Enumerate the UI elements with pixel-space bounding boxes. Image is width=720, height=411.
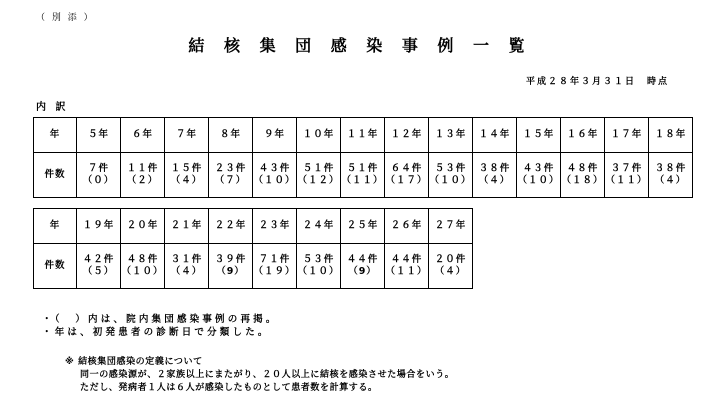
- count-value: ４８件: [566, 163, 599, 174]
- count-cell: [429, 244, 473, 289]
- year-cell: ２１年: [165, 209, 209, 244]
- count-cell: [209, 153, 253, 198]
- count-value: ４８件: [126, 254, 159, 265]
- hospital-count-value: （１１）: [341, 175, 384, 186]
- hospital-count-value: （１２）: [297, 175, 340, 186]
- count-cell: [77, 244, 121, 289]
- count-cell: [209, 244, 253, 289]
- year-cell: ９年: [253, 118, 297, 153]
- count-value: ３７件: [610, 163, 643, 174]
- count-value: ５１件: [346, 163, 379, 174]
- count-value: ４４件: [346, 254, 379, 265]
- count-cell: [517, 153, 561, 198]
- count-value: ４３件: [522, 163, 555, 174]
- year-cell: １６年: [561, 118, 605, 153]
- count-cell: [385, 244, 429, 289]
- year-cell: ２４年: [297, 209, 341, 244]
- count-value: ６４件: [390, 163, 423, 174]
- year-cell: ２６年: [385, 209, 429, 244]
- count-cell: [473, 153, 517, 198]
- count-value: ５１件: [302, 163, 335, 174]
- attachment-label: （ 別 添 ）: [36, 13, 95, 23]
- year-cell: １７年: [605, 118, 649, 153]
- count-value: ２０件: [434, 254, 467, 265]
- count-value: ７１件: [258, 254, 291, 265]
- count-cell: [297, 153, 341, 198]
- hospital-count-value: （１０）: [429, 175, 472, 186]
- year-cell: ７年: [165, 118, 209, 153]
- count-value: ３１件: [170, 254, 203, 265]
- count-cell: [165, 153, 209, 198]
- cases-table-1: [33, 117, 693, 198]
- hospital-count-value: （２）: [126, 175, 159, 186]
- hospital-count-value: （１１）: [385, 266, 428, 277]
- count-value: ４２件: [82, 254, 115, 265]
- count-cell: [121, 153, 165, 198]
- year-cell: ２２年: [209, 209, 253, 244]
- count-cell: [561, 153, 605, 198]
- count-cell: [649, 153, 693, 198]
- year-cell: ２７年: [429, 209, 473, 244]
- hospital-count-value: （７）: [214, 175, 247, 186]
- hospital-count-value: （４）: [654, 175, 687, 186]
- definition-heading: ※ 結核集団感染の定義について: [65, 357, 203, 367]
- year-header: 年: [34, 209, 77, 244]
- count-value: ５３件: [302, 254, 335, 265]
- hospital-count-value: （１０）: [121, 266, 164, 277]
- count-cell: [121, 244, 165, 289]
- hospital-count-value: （５）: [82, 266, 115, 277]
- year-cell: １３年: [429, 118, 473, 153]
- year-cell: １５年: [517, 118, 561, 153]
- year-cell: １１年: [341, 118, 385, 153]
- hospital-count-value: （１１）: [605, 175, 648, 186]
- count-cell: [429, 153, 473, 198]
- note-hospital-recount: ・（ ）内は、院内集団感染事例の再掲。: [42, 314, 279, 325]
- hospital-count-value: （４）: [170, 266, 203, 277]
- page-title: 結 核 集 団 感 染 事 例 一 覧: [188, 36, 532, 55]
- count-value: ３８件: [478, 163, 511, 174]
- year-cell: １４年: [473, 118, 517, 153]
- hospital-count-value: （１０）: [253, 175, 296, 186]
- year-cell: １８年: [649, 118, 693, 153]
- year-cell: ２３年: [253, 209, 297, 244]
- definition-line-1: 同一の感染源が、２家族以上にまたがり、２０人以上に結核を感染させた場合をいう。: [80, 370, 455, 380]
- count-row: [34, 153, 693, 198]
- count-value: ３９件: [214, 254, 247, 265]
- count-cell: [341, 244, 385, 289]
- count-row: [34, 244, 473, 289]
- count-value: ２３件: [214, 163, 247, 174]
- year-cell: １２年: [385, 118, 429, 153]
- hospital-count-value: （１７）: [385, 175, 428, 186]
- note-year-classification: ・年は、初発患者の診断日で分類した。: [42, 327, 271, 338]
- count-cell: [165, 244, 209, 289]
- hospital-count-value: （１９）: [253, 266, 296, 277]
- hospital-count-value: （9）: [216, 266, 245, 277]
- hospital-count-value: （４）: [170, 175, 203, 186]
- year-cell: ５年: [77, 118, 121, 153]
- count-value: １１件: [126, 163, 159, 174]
- count-cell: [341, 153, 385, 198]
- hospital-count-value: （１０）: [517, 175, 560, 186]
- year-row: [34, 209, 473, 244]
- count-value: １５件: [170, 163, 203, 174]
- hospital-count-value: （１０）: [297, 266, 340, 277]
- year-cell: １９年: [77, 209, 121, 244]
- count-cell: [253, 244, 297, 289]
- hospital-count-value: （9）: [348, 266, 377, 277]
- count-cell: [385, 153, 429, 198]
- count-header: 件数: [34, 153, 77, 198]
- year-cell: ２０年: [121, 209, 165, 244]
- count-cell: [605, 153, 649, 198]
- count-cell: [253, 153, 297, 198]
- count-value: ７件: [87, 163, 109, 174]
- breakdown-label: 内 訳: [36, 102, 69, 113]
- hospital-count-value: （４）: [434, 266, 467, 277]
- cases-table-2: [33, 208, 473, 289]
- as-of-date: 平成２８年３月３１日 時点: [526, 77, 670, 87]
- hospital-count-value: （１８）: [561, 175, 604, 186]
- year-cell: ２５年: [341, 209, 385, 244]
- count-value: ５３件: [434, 163, 467, 174]
- year-cell: ６年: [121, 118, 165, 153]
- definition-line-2: ただし、発病者１人は６人が感染したものとして患者数を計算する。: [80, 383, 378, 393]
- year-header: 年: [34, 118, 77, 153]
- count-value: ４３件: [258, 163, 291, 174]
- year-cell: １０年: [297, 118, 341, 153]
- hospital-count-value: （４）: [478, 175, 511, 186]
- hospital-count-value: （０）: [82, 175, 115, 186]
- count-cell: [297, 244, 341, 289]
- year-row: [34, 118, 693, 153]
- count-cell: [77, 153, 121, 198]
- count-value: ４４件: [390, 254, 423, 265]
- year-cell: ８年: [209, 118, 253, 153]
- count-header: 件数: [34, 244, 77, 289]
- count-value: ３８件: [654, 163, 687, 174]
